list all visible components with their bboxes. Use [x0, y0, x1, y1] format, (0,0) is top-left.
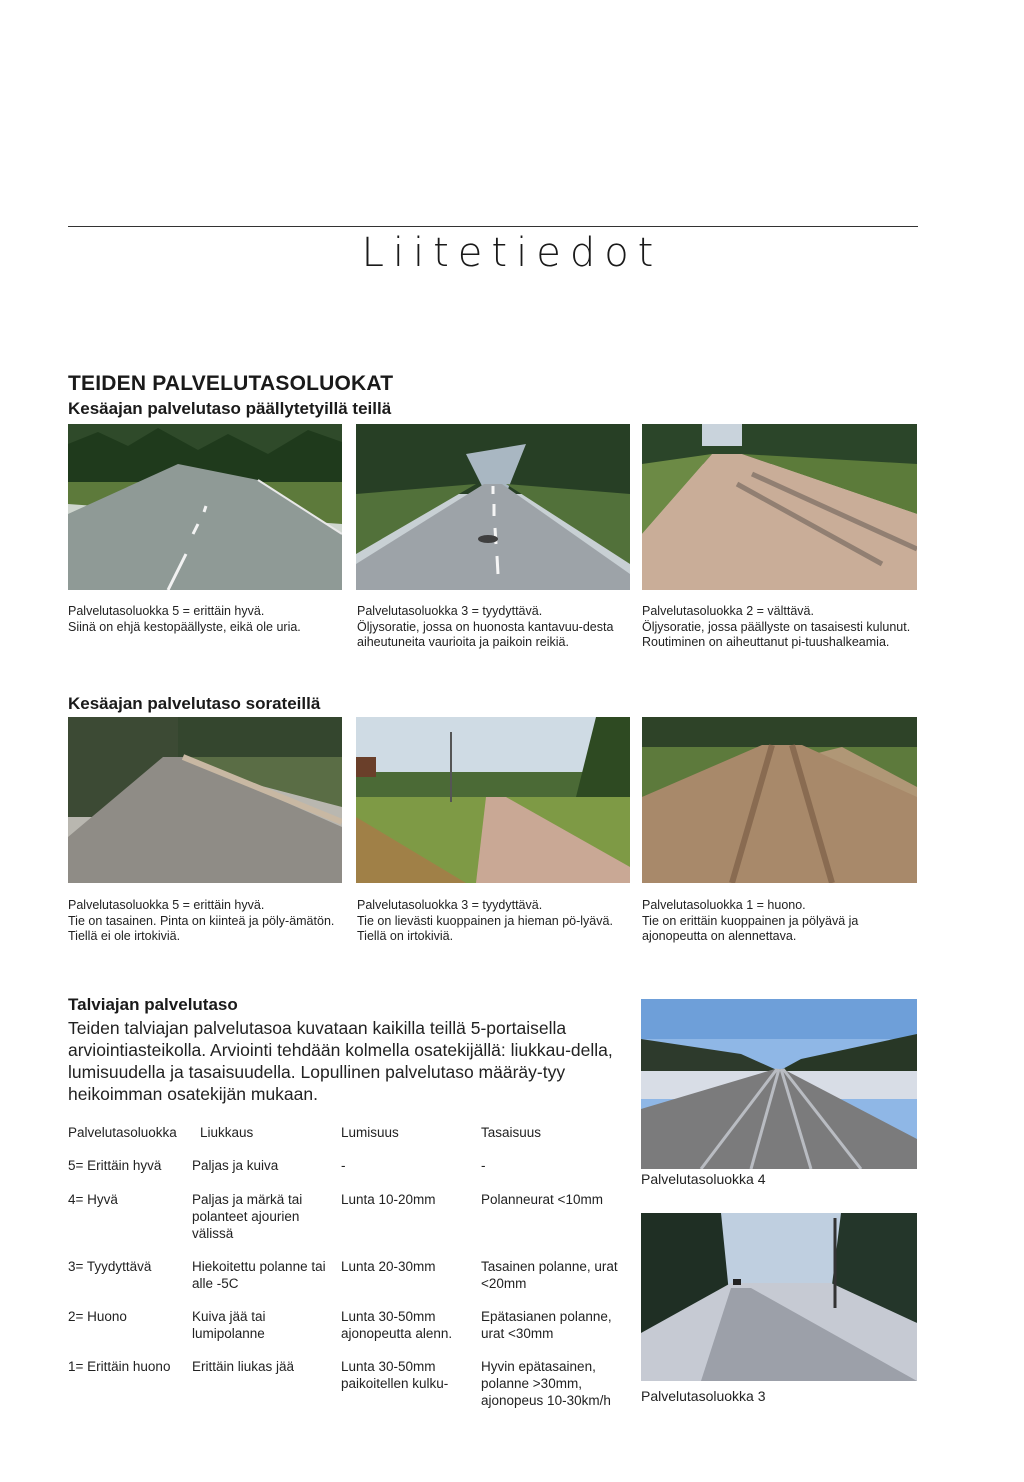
table-cell: Epätasianen polanne, urat <30mm — [481, 1309, 612, 1341]
caption-title: Palvelutasoluokka 3 = tyydyttävä. — [357, 604, 543, 618]
service-level-table — [68, 1124, 638, 1414]
gravel-road-photo — [642, 717, 917, 883]
table-cell: Lunta 10-20mm — [341, 1192, 436, 1207]
table-cell: Paljas ja märkä tai polanteet ajourien välissä — [192, 1192, 303, 1241]
gravel-caption — [642, 898, 924, 945]
winter-body: Teiden talviajan palvelutasoa kuvataan kaikilla teillä 5-portaisella arviointiasteikolla. Arviointi tehdään kolmella osatekijällä: liukkau-della, lumisuudella ja tasaisuudella. Lopullinen palvelutaso määräy-tyy heikoimman osatekijän mukaan. — [68, 1018, 613, 1104]
table-cell: - — [341, 1158, 346, 1173]
caption-title: Palvelutasoluokka 3 = tyydyttävä. — [357, 898, 543, 912]
paved-road-photo — [68, 424, 342, 590]
caption-title: Palvelutasoluokka 5 = erittäin hyvä. — [68, 604, 265, 618]
table-header: Tasaisuus — [481, 1125, 542, 1140]
page-title: Liitetiedot — [361, 230, 663, 276]
table-header: Liukkaus — [200, 1125, 254, 1140]
table-cell: Erittäin liukas jää — [192, 1359, 295, 1374]
winter-heading: Talviajan palvelutaso — [68, 995, 238, 1014]
gravel-road-photo — [68, 717, 342, 883]
winter-photo-caption: Palvelutasoluokka 3 — [641, 1388, 766, 1404]
caption-text: Siinä on ehjä kestopäällyste, eikä ole uria. — [68, 619, 301, 634]
table-cell: Paljas ja kuiva — [192, 1158, 279, 1173]
paved-caption — [357, 604, 633, 651]
top-rule — [68, 226, 918, 227]
table-cell: 3= Tyydyttävä — [68, 1259, 152, 1274]
table-cell: 4= Hyvä — [68, 1192, 118, 1207]
caption-title: Palvelutasoluokka 2 = välttävä. — [642, 604, 814, 618]
table-cell: Lunta 20-30mm — [341, 1259, 436, 1274]
gravel-caption — [68, 898, 344, 945]
summer-gravel-heading: Kesäajan palvelutaso sorateillä — [68, 694, 321, 713]
table-header: Lumisuus — [341, 1125, 399, 1140]
paved-road-photo — [356, 424, 630, 590]
caption-text: Tie on lievästi kuoppainen ja hieman pö-lyävä. Tiellä on irtokiviä. — [357, 913, 613, 943]
caption-text: Tie on erittäin kuoppainen ja pölyävä ja ajonopeutta on alennettava. — [642, 913, 859, 943]
table-cell: Polanneurat <10mm — [481, 1192, 603, 1207]
caption-text: Öljysoratie, jossa päällyste on tasaisesti kulunut. Routiminen on aiheuttanut pi-tuushalkeamia. — [642, 619, 911, 649]
table-cell: 2= Huono — [68, 1309, 127, 1324]
table-cell: Lunta 30-50mm ajonopeutta alenn. — [341, 1309, 453, 1341]
table-cell: Hyvin epätasainen, polanne >30mm, ajonopeus 10-30km/h — [481, 1359, 611, 1408]
caption-title: Palvelutasoluokka 5 = erittäin hyvä. — [68, 898, 265, 912]
gravel-road-photo — [356, 717, 630, 883]
table-header: Palvelutasoluokka — [68, 1125, 177, 1140]
winter-road-photo — [641, 999, 917, 1169]
winter-photo-caption: Palvelutasoluokka 4 — [641, 1171, 766, 1187]
paved-caption — [642, 604, 918, 651]
table-cell: 5= Erittäin hyvä — [68, 1158, 162, 1173]
paved-caption — [68, 604, 344, 635]
table-cell: Lunta 30-50mm paikoitellen kulku- — [341, 1359, 449, 1391]
table-cell: Tasainen polanne, urat <20mm — [481, 1259, 618, 1291]
winter-road-photo — [641, 1213, 917, 1381]
table-cell: 1= Erittäin huono — [68, 1359, 171, 1374]
table-cell: - — [481, 1158, 486, 1173]
caption-text: Öljysoratie, jossa on huonosta kantavuu-desta aiheutuneita vaurioita ja paikoin reikiä. — [357, 619, 614, 649]
section-title: TEIDEN PALVELUTASOLUOKAT — [68, 372, 394, 395]
caption-text: Tie on tasainen. Pinta on kiinteä ja pöly-ämätön. Tiellä ei ole irtokiviä. — [68, 913, 335, 943]
paved-road-photo — [642, 424, 917, 590]
table-cell: Hiekoitettu polanne tai alle -5C — [192, 1259, 326, 1291]
gravel-caption — [357, 898, 633, 945]
table-cell: Kuiva jää tai lumipolanne — [192, 1309, 266, 1341]
caption-title: Palvelutasoluokka 1 = huono. — [642, 898, 806, 912]
summer-paved-heading: Kesäajan palvelutaso päällytetyillä teillä — [68, 399, 392, 418]
